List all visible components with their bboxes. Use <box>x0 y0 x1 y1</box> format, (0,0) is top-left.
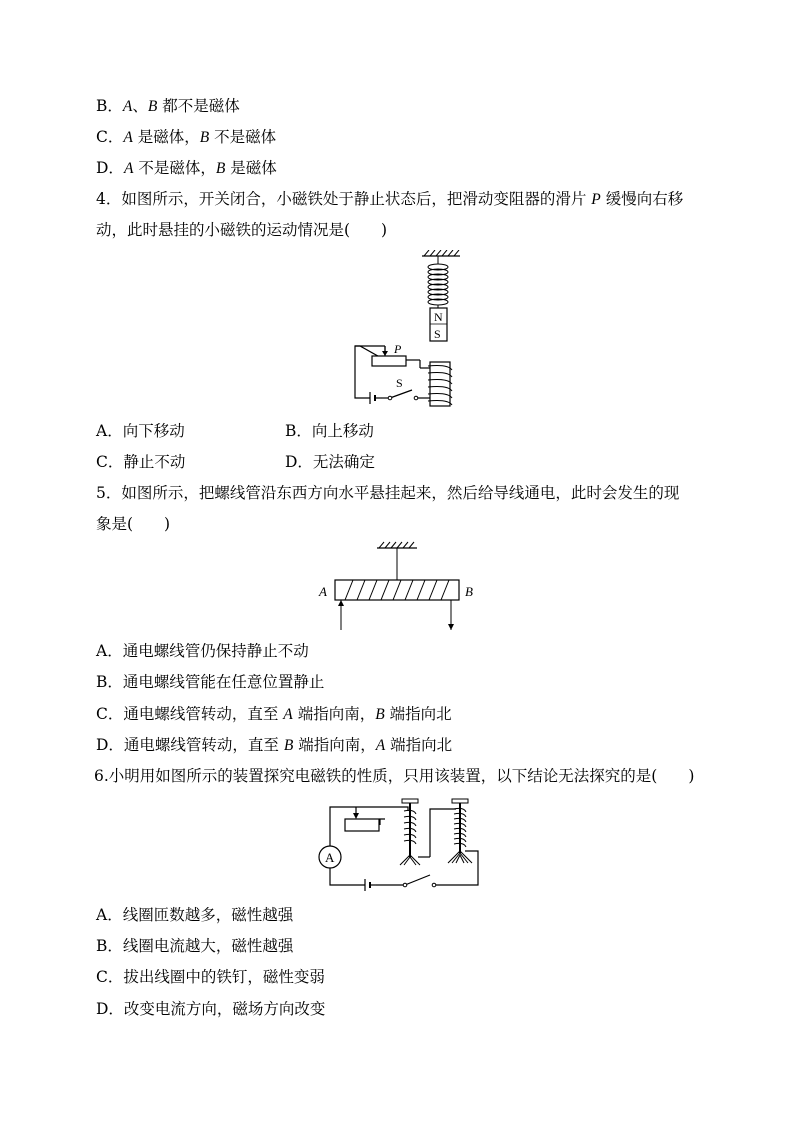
q4-solenoid <box>430 362 450 406</box>
q5-option-a: A．通电螺线管仍保持静止不动 <box>96 642 309 660</box>
q5-end-a: A <box>319 584 327 599</box>
q6-ammeter-label: A <box>325 850 335 865</box>
q4-ceiling-hatch <box>424 250 459 256</box>
q4-figure <box>330 250 460 415</box>
q4-magnet-s: S <box>434 327 441 341</box>
q5-stem-line1: 5．如图所示，把螺线管沿东西方向水平悬挂起来，然后给导线通电，此时会发生的现 <box>96 484 680 502</box>
q5-option-d: D．通电螺线管转动，直至 B 端指向南，A 端指向北 <box>96 736 453 754</box>
q4-option-c: C．静止不动 <box>96 453 186 471</box>
q4-stem-line1: 4．如图所示，开关闭合，小磁铁处于静止状态后，把滑动变阻器的滑片 P 缓慢向右移 <box>96 190 684 208</box>
q4-slider-label: P <box>394 342 402 356</box>
q4-stem-line2: 动，此时悬挂的小磁铁的运动情况是( ) <box>96 221 388 239</box>
q4-option-b: B．向上移动 <box>285 422 374 440</box>
q4-magnet-n: N <box>434 310 443 324</box>
q5-ceiling-hatch <box>379 542 414 548</box>
q5-option-c: C．通电螺线管转动，直至 A 端指向南，B 端指向北 <box>96 705 452 723</box>
q5-figure <box>315 540 480 635</box>
q5-end-b: B <box>465 584 473 599</box>
q4-spring <box>428 264 448 305</box>
q6-option-c: C．拔出线圈中的铁钉，磁性变弱 <box>96 968 325 986</box>
q5-option-b: B．通电螺线管能在任意位置静止 <box>96 673 325 691</box>
q6-rheostat <box>345 819 379 831</box>
q4-rheostat <box>372 356 406 366</box>
q5-stem-line2: 象是( ) <box>96 515 171 533</box>
q6-switch <box>403 883 407 887</box>
q4-option-d: D．无法确定 <box>285 453 375 471</box>
q6-option-b: B．线圈电流越大，磁性越强 <box>96 937 294 955</box>
q4-slider-arrow <box>382 351 388 356</box>
q6-option-d: D．改变电流方向，磁场方向改变 <box>96 1000 326 1018</box>
q3-option-c: C．A 是磁体，B 不是磁体 <box>96 128 277 146</box>
q6-electromagnet-1 <box>400 799 420 865</box>
q6-figure <box>310 795 485 895</box>
q4-circuit <box>355 346 430 398</box>
q3-option-d: D．A 不是磁体，B 是磁体 <box>96 159 277 177</box>
q4-switch-label: S <box>396 376 403 390</box>
q4-switch <box>388 396 392 400</box>
q3-option-b: B．A、B 都不是磁体 <box>96 97 240 115</box>
q6-stem: 6.小明用如图所示的装置探究电磁铁的性质，只用该装置，以下结论无法探究的是( ) <box>94 767 695 785</box>
q6-option-a: A．线圈匝数越多，磁性越强 <box>96 906 294 924</box>
q4-option-a: A．向下移动 <box>96 422 185 440</box>
